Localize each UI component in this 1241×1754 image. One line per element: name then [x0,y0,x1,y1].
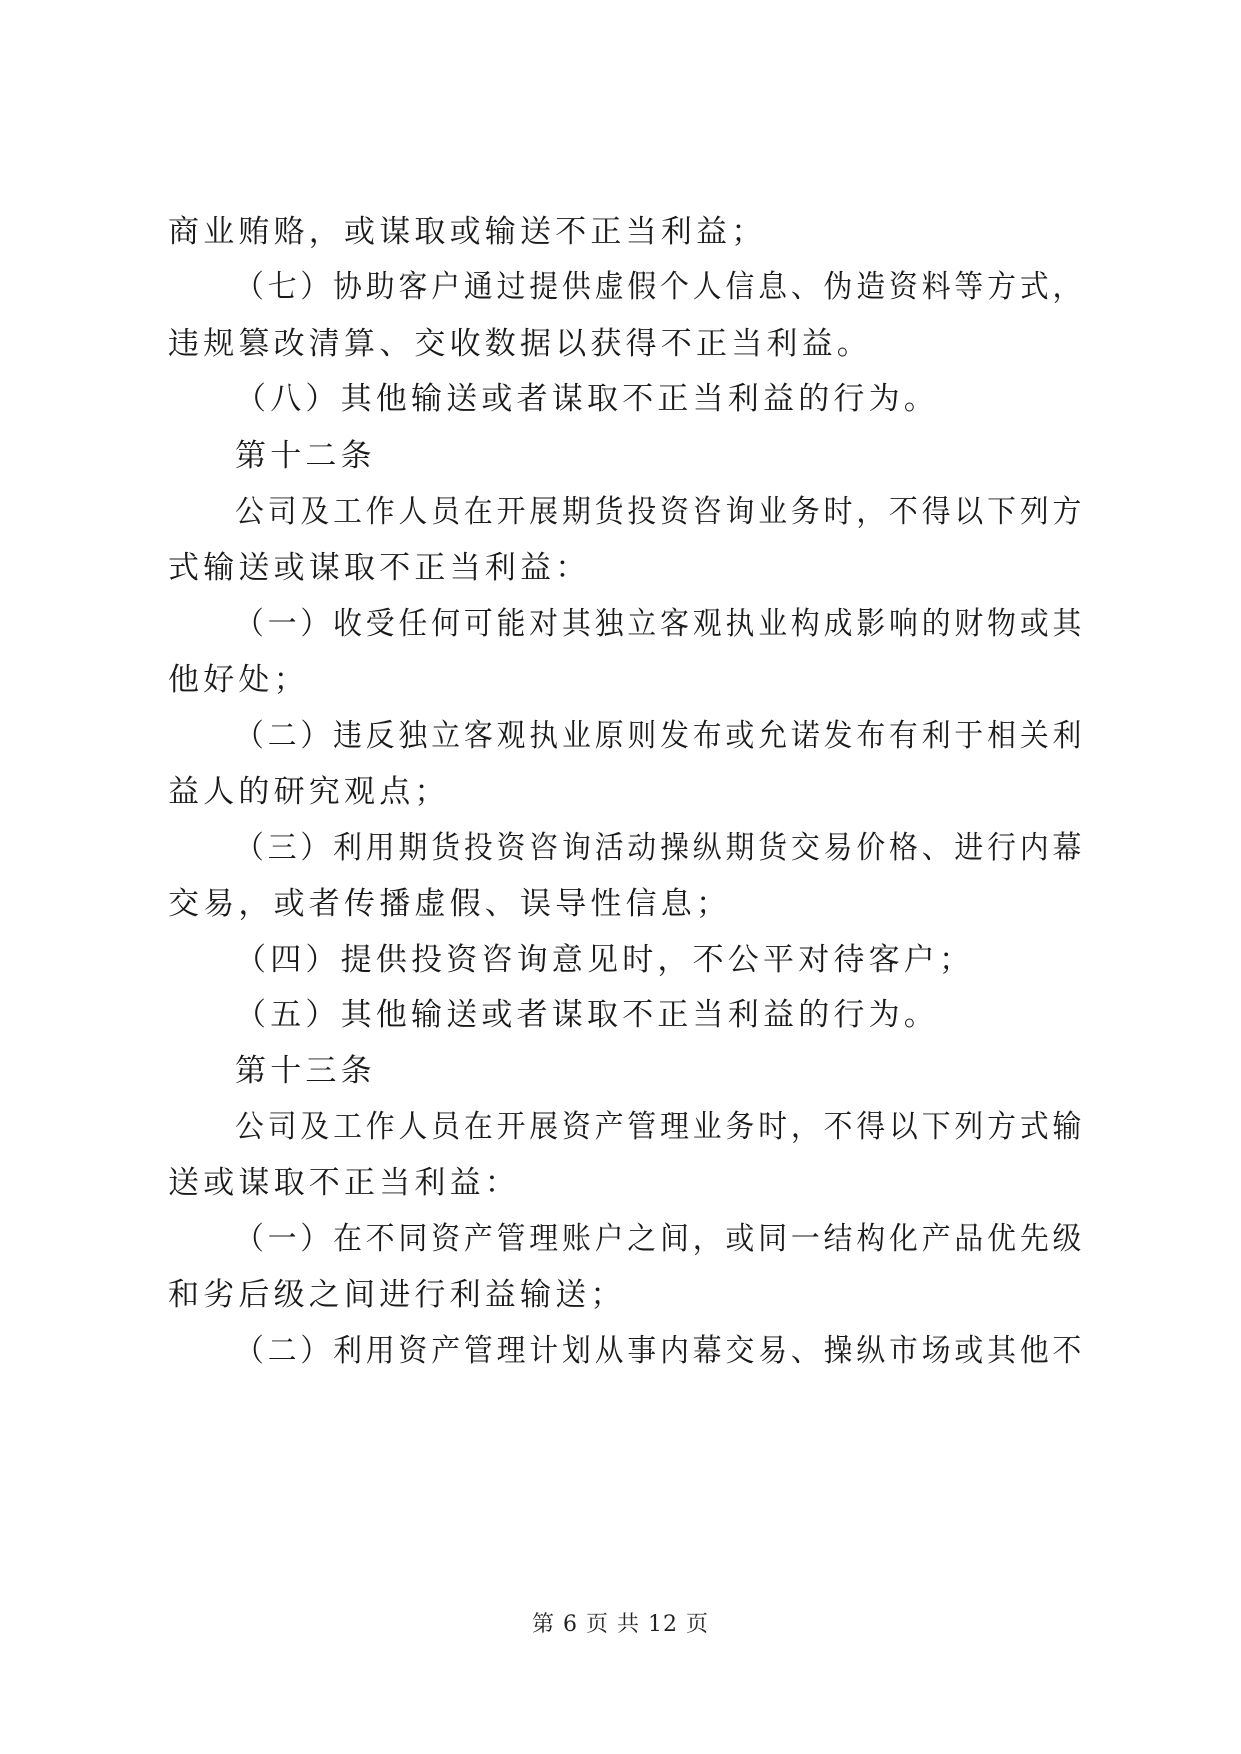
paragraph-line: 式输送或谋取不正当利益： [168,550,591,586]
paragraph-line: （八）其他输送或者谋取不正当利益的行为。 [235,381,939,417]
paragraph-line: 交易，或者传播虚假、误导性信息； [168,886,732,922]
paragraph-line: （二）违反独立客观执业原则发布或允诺发布有利于相关利 [235,718,1086,754]
paragraph-line: （三）利用期货投资咨询活动操纵期货交易价格、进行内幕 [235,830,1086,866]
paragraph-line: （一）收受任何可能对其独立客观执业构成影响的财物或其 [235,606,1086,642]
paragraph-line: 公司及工作人员在开展资产管理业务时，不得以下列方式输 [235,1109,1086,1145]
page-number-footer: 第 6 页 共 12 页 [532,1612,709,1637]
paragraph-line: 送或谋取不正当利益： [168,1165,520,1201]
paragraph-line: 和劣后级之间进行利益输送； [168,1277,626,1313]
article-heading: 第十二条 [235,438,376,474]
paragraph-line: （七）协助客户通过提供虚假个人信息、伪造资料等方式， [235,269,1086,305]
paragraph-line: 商业贿赂，或谋取或输送不正当利益； [168,214,767,250]
paragraph-line: （一）在不同资产管理账户之间，或同一结构化产品优先级 [235,1221,1086,1257]
paragraph-line: （四）提供投资咨询意见时，不公平对待客户； [235,942,975,978]
paragraph-line: （二）利用资产管理计划从事内幕交易、操纵市场或其他不 [235,1333,1086,1369]
paragraph-line: 公司及工作人员在开展期货投资咨询业务时，不得以下列方 [235,494,1086,530]
article-heading: 第十三条 [235,1053,376,1089]
paragraph-line: 他好处； [168,662,309,698]
paragraph-line: 违规篡改清算、交收数据以获得不正当利益。 [168,326,872,362]
paragraph-line: 益人的研究观点； [168,774,450,810]
paragraph-line: （五）其他输送或者谋取不正当利益的行为。 [235,997,939,1033]
